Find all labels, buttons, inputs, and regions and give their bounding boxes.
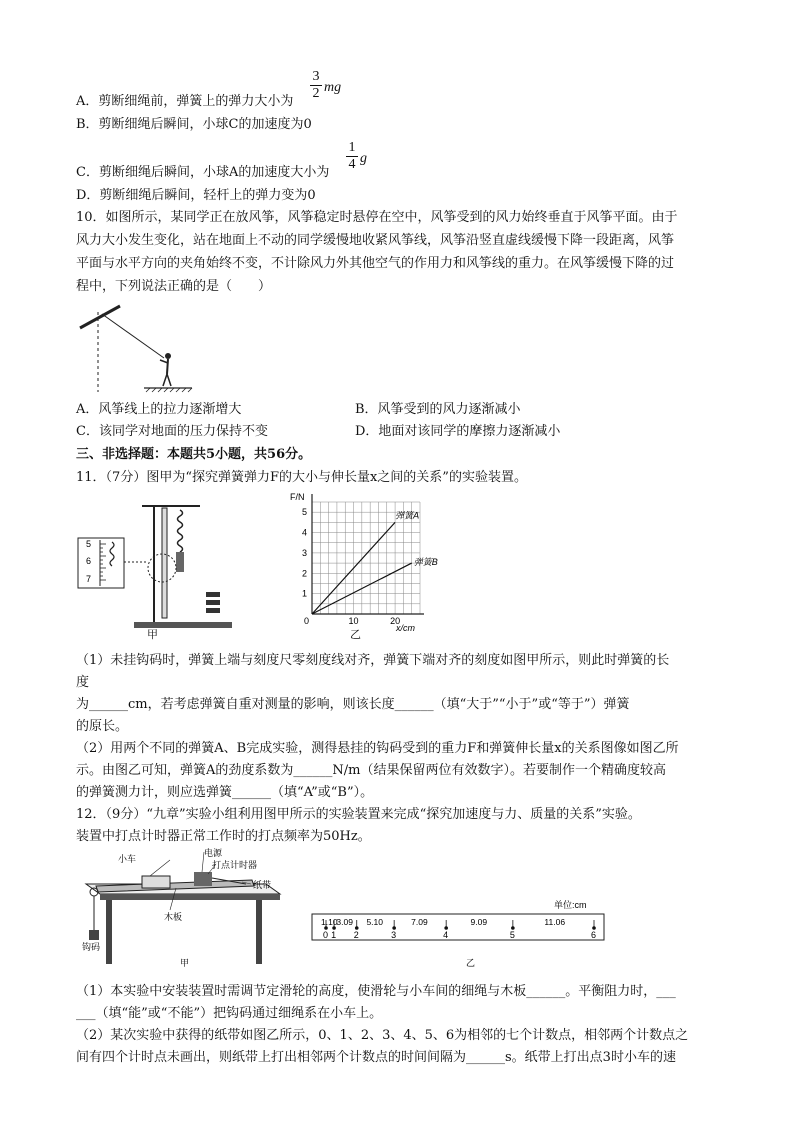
cart — [142, 876, 170, 888]
q11-stem: 11．（7分）图甲为“探究弹簧弹力F的大小与伸长量x之间的关系”的实验装置。 — [76, 470, 527, 485]
scale-label-6: 6 — [86, 556, 92, 566]
q10-option-d: D．地面对该同学的摩擦力逐渐减小 — [355, 424, 561, 439]
y-axis-label: F/N — [290, 492, 305, 502]
q9-option-b: B．剪断细绳后瞬间，小球C的加速度为0 — [76, 117, 312, 132]
q10-stem-line3: 平面与水平方向的夹角始终不变，不计除风力外其他空气的作用力和风筝线的重力。在风筝缓慢下降的过 — [76, 256, 675, 271]
paper-tape-figure — [308, 898, 608, 970]
spring — [178, 510, 183, 552]
tape-point-label: 5 — [509, 930, 515, 940]
x-tick-label: 10 — [348, 616, 359, 626]
person-icon — [160, 353, 171, 386]
kite-figure — [74, 300, 194, 395]
q11-part2-line3: 的弹簧测力计，则应选弹簧______（填“A”或“B”）。 — [76, 785, 374, 800]
q10-stem-line1: 10．如图所示，某同学正在放风筝，风筝稳定时悬停在空中，风筝受到的风力始终垂直于风筝平面。由于 — [76, 210, 678, 225]
f-x-graph — [288, 490, 438, 640]
tape-segment-label: 1.10 — [321, 917, 338, 927]
y-tick-label: 5 — [302, 507, 308, 518]
label-tape: 纸带 — [253, 880, 272, 890]
q10-option-c: C．该同学对地面的压力保持不变 — [76, 424, 268, 439]
q12-part1-line1: （1）本实验中安装装置时需调节定滑轮的高度，使滑轮与小车间的细绳与木板______。平衡阻力时，___ — [76, 984, 676, 999]
q12-stem-line2: 装置中打点计时器正常工作时的打点频率为50Hz。 — [76, 829, 371, 844]
q10-stem-line4: 程中，下列说法正确的是（ ） — [76, 279, 272, 294]
tape-point-label: 2 — [353, 930, 359, 940]
q9-option-a-fraction: 3 2 — [310, 70, 322, 101]
label-board: 木板 — [164, 912, 183, 922]
y-tick-label: 4 — [302, 527, 308, 538]
hook-weights — [206, 592, 220, 613]
q11-part1-line2: 度 — [76, 675, 90, 690]
y-tick-label: 3 — [302, 547, 308, 558]
fig-jia-label: 甲 — [147, 628, 158, 641]
q9-option-c: C．剪断细绳后瞬间，小球A的加速度大小为 — [76, 165, 330, 180]
q11-part1-line3: 为______cm，若考虑弹簧自重对测量的影响，则该长度______（填“大于”“小于”或“等于”）弹簧 — [76, 697, 630, 712]
tape-fig-label: 乙 — [466, 958, 476, 968]
q9-option-c-unit: g — [360, 151, 367, 166]
tape-unit: 单位:cm — [554, 900, 587, 910]
q11-part1-line4: 的原长。 — [76, 719, 129, 734]
kite-string — [102, 314, 164, 358]
tape-segment-label: 9.09 — [470, 917, 488, 927]
label-car: 小车 — [118, 854, 137, 864]
label-power: 电源 — [204, 848, 223, 858]
section-three-title: 三、非选择题：本题共5小题，共56分。 — [76, 447, 312, 462]
table-leg-right — [256, 900, 262, 964]
tape-point-label: 4 — [443, 930, 449, 940]
tape-segment-label: 7.09 — [411, 917, 428, 927]
hanging-weight-block — [89, 930, 99, 940]
scale-label-5: 5 — [86, 539, 92, 549]
cart-apparatus-figure — [76, 848, 286, 970]
kite — [80, 306, 120, 328]
q11-part2-line1: （2）用两个不同的弹簧A、B完成实验，测得悬挂的钩码受到的重力F和弹簧伸长量x的关系图像如图乙所 — [76, 741, 679, 756]
tape-point-label: 6 — [591, 930, 597, 940]
q10-option-b: B．风筝受到的风力逐渐减小 — [355, 402, 521, 417]
q12-part2-line2: 间有四个计时点未画出，则纸带上打出相邻两个计数点的时间间隔为______s。纸带上打出点3时小车的速 — [76, 1050, 676, 1065]
tape-segment-label: 5.10 — [366, 917, 383, 927]
x-tick-label: 20 — [390, 616, 401, 626]
q12-stem-line1: 12．（9分）“九章”实验小组利用图甲所示的实验装置来完成“探究加速度与力、质量的关系”实验。 — [76, 807, 641, 822]
q9-option-c-fraction: 1 4 — [346, 141, 358, 172]
q11-part2-line2: 示。由图乙可知，弹簧A的劲度系数为______N/m（结果保留两位有效数字）。若要制作一个精确度较高 — [76, 763, 666, 778]
label-jia: 甲 — [180, 958, 190, 968]
timer-device — [194, 872, 212, 886]
q11-part1-line1: （1）未挂钩码时，弹簧上端与刻度尺零刻度线对齐，弹簧下端对齐的刻度如图甲所示，则此时弹簧的长 — [76, 653, 670, 668]
q12-part1-line2: ___（填“能”或“不能”）把钩码通过细绳系在小车上。 — [76, 1006, 383, 1021]
q10-option-a: A．风筝线上的拉力逐渐增大 — [76, 402, 242, 417]
q12-part2-line1: （2）某次实验中获得的纸带如图乙所示，0、1、2、3、4、5、6为相邻的七个计数点，相邻两个计数点之 — [76, 1028, 689, 1043]
q9-option-a: A．剪断细绳前，弹簧上的弹力大小为 — [76, 94, 294, 109]
y-tick-label: 2 — [302, 568, 308, 579]
origin-label: 0 — [304, 616, 310, 626]
tape-segment-label: 11.06 — [544, 917, 566, 927]
tape-point-label: 3 — [391, 930, 397, 940]
series-label-spring-a: 弹簧A — [395, 510, 420, 521]
label-timer: 打点计时器 — [212, 860, 258, 870]
q9-option-d: D．剪断细绳后瞬间，轻杆上的弹力变为0 — [76, 188, 316, 203]
table-edge — [100, 894, 280, 900]
tape-point-label: 1 — [331, 930, 337, 940]
scale-label-7: 7 — [86, 574, 92, 584]
hanging-weight — [176, 552, 184, 572]
q10-stem-line2: 风力大小发生变化，站在地面上不动的同学缓慢地收紧风筝线，风筝沿竖直虚线缓慢下降一段距离，风筝 — [76, 233, 675, 248]
label-weight: 钩码 — [82, 942, 101, 952]
tape-segment-label: 3.09 — [336, 917, 353, 927]
y-tick-label: 1 — [302, 588, 308, 599]
magnified-scale — [78, 538, 124, 588]
x-axis-label: x/cm — [396, 623, 415, 633]
ground-hatch — [146, 388, 192, 392]
q9-option-a-unit: mg — [324, 80, 342, 95]
series-label-spring-b: 弹簧B — [413, 557, 438, 568]
fig-yi-label: 乙 — [350, 628, 361, 641]
table-leg-left — [106, 900, 112, 964]
tape-point-label: 0 — [323, 930, 329, 940]
ruler — [162, 508, 167, 618]
spring-apparatus-figure — [76, 492, 236, 642]
